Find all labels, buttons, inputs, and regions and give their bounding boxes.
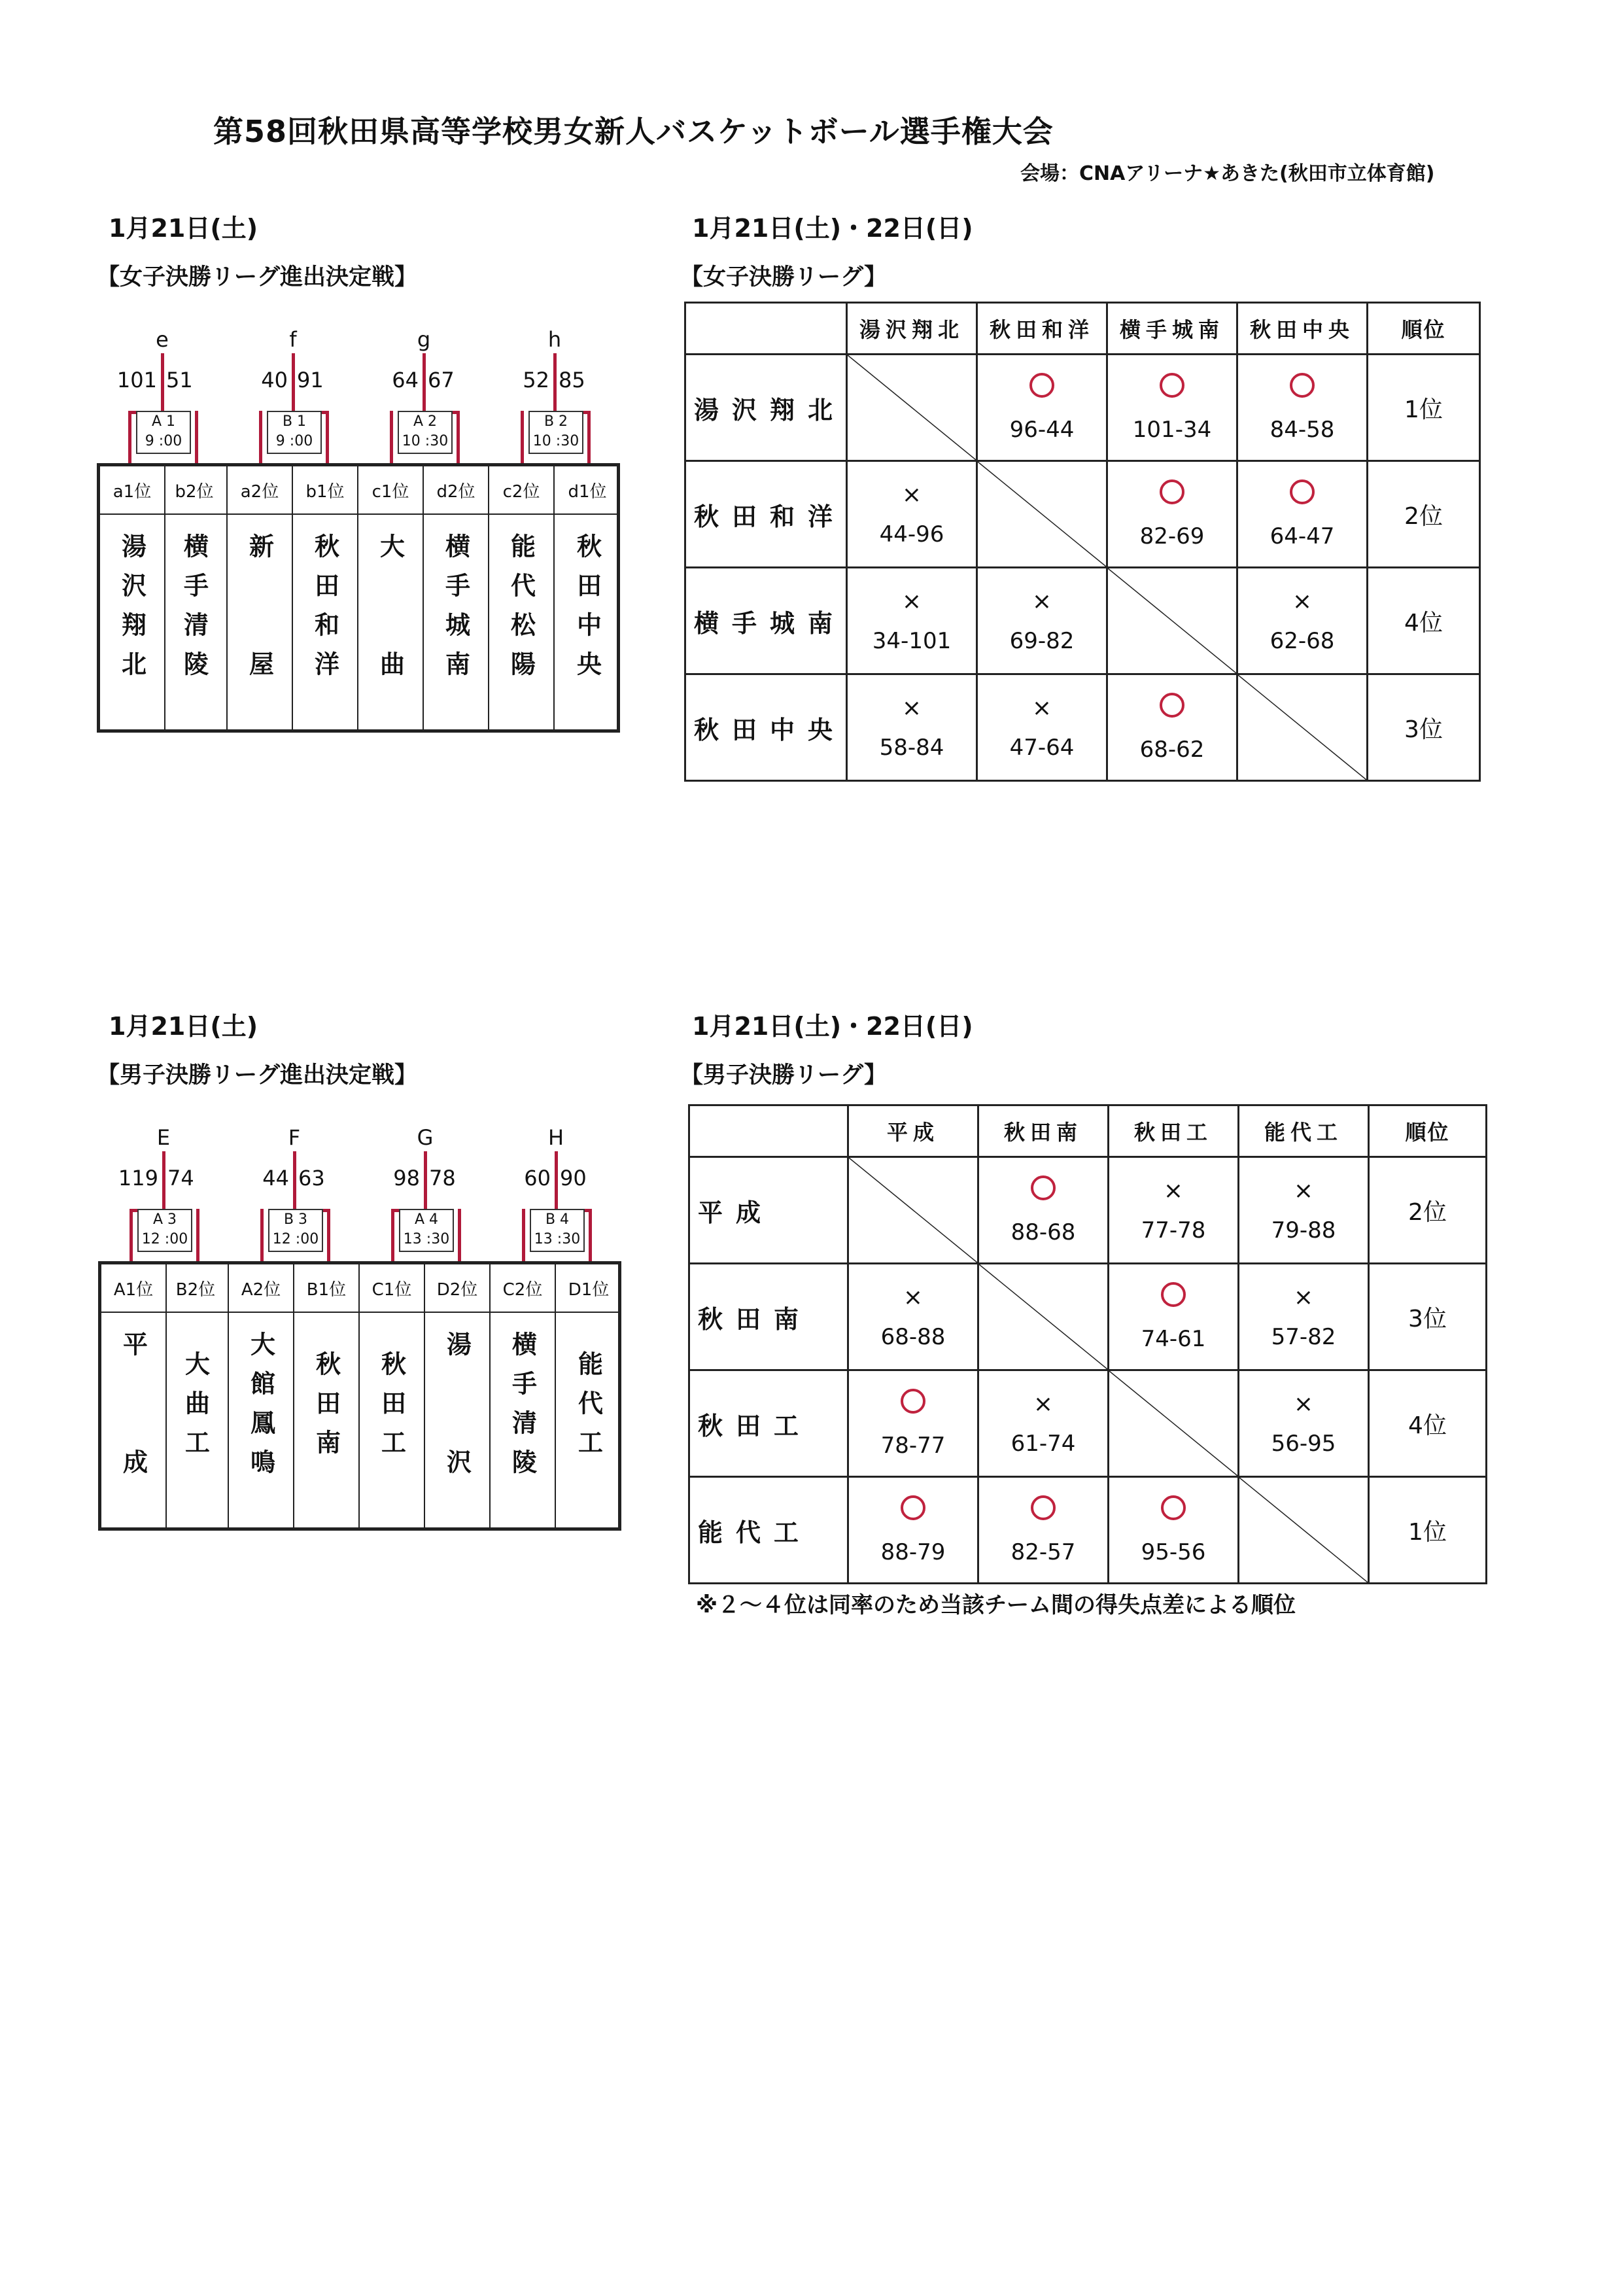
girls-court-label: A 2	[413, 413, 438, 430]
girls-league-date: 1月21日(土)・22日(日)	[692, 214, 973, 243]
boys-bracket-line	[293, 1151, 296, 1210]
girls-seed-label: c1位	[358, 466, 423, 515]
girls-game-label: g	[417, 327, 431, 352]
girls-seed-label: b2位	[162, 466, 226, 515]
boys-qual-date: 1月21日(土)	[109, 1012, 258, 1041]
boys-bracket-line	[162, 1151, 165, 1210]
girls-seed-label: d2位	[424, 466, 488, 515]
girls-rank-cell: 1位	[1368, 355, 1480, 461]
girls-result-score: 96-44	[1009, 416, 1075, 443]
circle-icon	[1290, 479, 1315, 504]
boys-score-right: 74	[167, 1166, 194, 1191]
girls-court-label: B 2	[544, 413, 568, 430]
loss-cross-icon: ×	[1293, 1177, 1314, 1204]
girls-court-box	[528, 411, 583, 454]
win-circle-icon	[979, 1175, 1107, 1208]
girls-rank-header: 順位	[1368, 303, 1480, 355]
boys-court-box	[399, 1209, 454, 1252]
boys-team-slot	[229, 1264, 294, 1527]
boys-league-result-cell	[1109, 1264, 1239, 1370]
boys-result-score: 68-88	[880, 1324, 946, 1350]
girls-game-time: 10 :30	[532, 433, 579, 449]
diagonal-line	[849, 1158, 977, 1262]
girls-qual-date: 1月21日(土)	[109, 214, 258, 243]
boys-result-score: 88-79	[880, 1539, 946, 1565]
boys-game-label: H	[547, 1125, 564, 1150]
girls-bracket-line	[195, 411, 198, 463]
win-circle-icon	[1238, 479, 1366, 512]
diagonal-line	[979, 1264, 1107, 1369]
girls-court-box	[136, 411, 191, 454]
girls-league-table	[684, 302, 1481, 782]
boys-game-label: G	[417, 1125, 434, 1150]
girls-score-left: 52	[523, 368, 549, 392]
girls-qualifier-bracket	[97, 327, 633, 733]
circle-icon	[901, 1495, 925, 1520]
boys-league-result-cell	[978, 1157, 1109, 1264]
circle-icon	[1290, 373, 1315, 398]
girls-bracket-line	[587, 411, 591, 463]
boys-league-row-header: 秋田工	[689, 1370, 848, 1477]
boys-bracket-line	[589, 1209, 592, 1261]
girls-result-score: 58-84	[879, 735, 944, 761]
girls-bracket-line	[326, 411, 329, 463]
diagonal-line	[848, 355, 976, 460]
boys-seed-label: A2位	[229, 1264, 293, 1313]
girls-league-col-header: 秋田和洋	[977, 303, 1107, 355]
boys-league-col-header: 秋田南	[978, 1105, 1109, 1157]
circle-icon	[1160, 373, 1184, 398]
diagonal-line	[1109, 1371, 1237, 1476]
girls-result-score: 69-82	[1009, 628, 1075, 654]
girls-league-result-cell	[1237, 355, 1368, 461]
boys-league-diagonal-cell	[1239, 1477, 1369, 1584]
girls-seed-label: a1位	[100, 466, 164, 515]
circle-icon	[1031, 1495, 1056, 1520]
circle-icon	[1161, 1495, 1186, 1520]
girls-court-label: A 1	[151, 413, 176, 430]
girls-team-slot	[228, 466, 293, 729]
girls-game-label: h	[547, 327, 562, 352]
girls-bracket-line	[161, 353, 164, 412]
girls-league-result-cell	[977, 355, 1107, 461]
win-circle-icon	[1108, 479, 1236, 512]
boys-seed-label: C2位	[491, 1264, 555, 1313]
win-circle-icon	[1109, 1282, 1237, 1314]
boys-league-result-cell	[1109, 1157, 1239, 1264]
boys-league-col-header: 能代工	[1239, 1105, 1369, 1157]
girls-league-diagonal-cell	[1107, 568, 1237, 674]
loss-cross-icon: ×	[1031, 695, 1052, 722]
girls-result-score: 68-62	[1139, 736, 1205, 763]
boys-league-col-header: 秋田工	[1109, 1105, 1239, 1157]
girls-team-name: 横手城南	[441, 533, 470, 690]
boys-result-score: 74-61	[1141, 1325, 1206, 1352]
boys-score-left: 119	[118, 1166, 158, 1191]
boys-team-name: 大曲工	[181, 1351, 210, 1469]
loss-cross-icon: ×	[1163, 1177, 1184, 1204]
girls-team-name: 湯沢翔北	[117, 533, 147, 690]
page-title: 第58回秋田県高等学校男女新人バスケットボール選手権大会	[213, 114, 1054, 149]
boys-bracket-line	[458, 1209, 461, 1261]
boys-court-label: B 3	[283, 1211, 308, 1228]
venue-label: 会場：CNAアリーナ★あきた(秋田市立体育館)	[1020, 162, 1435, 185]
boys-court-box	[137, 1209, 192, 1252]
girls-team-slot	[555, 466, 620, 729]
boys-league-corner	[689, 1105, 848, 1157]
boys-game-time: 12 :00	[141, 1231, 188, 1247]
boys-league-result-cell	[1239, 1157, 1369, 1264]
girls-league-row-header: 秋田中央	[685, 674, 847, 781]
boys-score-left: 44	[262, 1166, 289, 1191]
boys-bracket-line	[130, 1209, 133, 1261]
boys-league-title: 【男子決勝リーグ】	[680, 1062, 888, 1088]
girls-team-name: 横手清陵	[179, 533, 209, 690]
boys-team-name: 平 成	[118, 1331, 148, 1488]
win-circle-icon	[978, 373, 1106, 405]
boys-league-result-cell	[848, 1477, 978, 1584]
boys-court-label: B 4	[545, 1211, 570, 1228]
girls-seed-label: a2位	[228, 466, 292, 515]
girls-result-score: 47-64	[1009, 735, 1075, 761]
girls-slot-frame	[97, 463, 620, 733]
loss-cross-icon: ×	[1292, 588, 1313, 615]
girls-court-box	[267, 411, 322, 454]
girls-team-name: 秋田中央	[572, 533, 602, 690]
boys-game-time: 12 :00	[272, 1231, 319, 1247]
boys-rank-cell: 1位	[1369, 1477, 1487, 1584]
boys-court-label: A 3	[152, 1211, 177, 1228]
boys-qual-title: 【男子決勝リーグ進出決定戦】	[97, 1062, 418, 1088]
girls-team-slot	[424, 466, 489, 729]
boys-result-score: 61-74	[1011, 1431, 1076, 1457]
loss-cross-icon: ×	[1293, 1284, 1314, 1311]
boys-league-row-header: 能代工	[689, 1477, 848, 1584]
diagonal-line	[1108, 568, 1236, 673]
boys-team-name: 横手清陵	[508, 1331, 537, 1488]
win-circle-icon	[849, 1389, 977, 1421]
girls-bracket-line	[128, 411, 131, 463]
girls-score-left: 64	[392, 368, 419, 392]
boys-slot-frame	[98, 1261, 621, 1531]
boys-bracket-line	[424, 1151, 427, 1210]
girls-game-time: 10 :30	[402, 433, 449, 449]
boys-league-diagonal-cell	[978, 1264, 1109, 1370]
circle-icon	[1160, 693, 1184, 718]
win-circle-icon	[1238, 373, 1366, 405]
girls-score-right: 51	[166, 368, 193, 392]
boys-bracket-line	[555, 1151, 558, 1210]
boys-league-result-cell	[848, 1264, 978, 1370]
girls-league-result-cell	[1237, 461, 1368, 568]
circle-icon	[1161, 1282, 1186, 1307]
boys-seed-label: A1位	[101, 1264, 165, 1313]
girls-team-name: 能代松陽	[506, 533, 536, 690]
boys-team-name: 湯 沢	[442, 1331, 472, 1488]
girls-league-col-header: 横手城南	[1107, 303, 1237, 355]
circle-icon	[901, 1389, 925, 1414]
girls-league-row-header: 秋田和洋	[685, 461, 847, 568]
boys-league-result-cell	[1239, 1264, 1369, 1370]
circle-icon	[1029, 373, 1054, 398]
girls-team-slot	[293, 466, 358, 729]
girls-league-result-cell	[847, 568, 977, 674]
boys-score-right: 78	[429, 1166, 456, 1191]
girls-game-label: f	[289, 327, 297, 352]
boys-result-score: 95-56	[1141, 1539, 1206, 1565]
loss-cross-icon: ×	[901, 695, 922, 722]
boys-bracket-line	[327, 1209, 330, 1261]
girls-team-slot	[358, 466, 424, 729]
girls-qual-title: 【女子決勝リーグ進出決定戦】	[97, 264, 418, 290]
girls-team-slot	[162, 466, 228, 729]
loss-cross-icon: ×	[901, 588, 922, 615]
boys-result-score: 79-88	[1271, 1217, 1336, 1244]
boys-team-slot	[425, 1264, 491, 1527]
girls-game-time: 9 :00	[275, 433, 313, 449]
diagonal-line	[1238, 675, 1366, 780]
girls-result-score: 34-101	[872, 628, 952, 654]
circle-icon	[1160, 479, 1184, 504]
girls-game-time: 9 :00	[145, 433, 182, 449]
girls-bracket-line	[457, 411, 460, 463]
diagonal-line	[978, 462, 1106, 566]
girls-team-slot	[489, 466, 555, 729]
boys-game-label: E	[156, 1125, 171, 1150]
boys-league-result-cell	[1109, 1477, 1239, 1584]
boys-league-diagonal-cell	[848, 1157, 978, 1264]
boys-result-score: 88-68	[1011, 1219, 1076, 1245]
boys-score-left: 60	[524, 1166, 551, 1191]
circle-icon	[1031, 1175, 1056, 1200]
win-circle-icon	[1109, 1495, 1237, 1527]
boys-result-score: 57-82	[1271, 1324, 1336, 1350]
girls-rank-cell: 4位	[1368, 568, 1480, 674]
boys-rank-cell: 3位	[1369, 1264, 1487, 1370]
loss-cross-icon: ×	[901, 481, 922, 508]
girls-score-right: 91	[297, 368, 324, 392]
girls-rank-cell: 2位	[1368, 461, 1480, 568]
girls-league-col-header: 湯沢翔北	[847, 303, 977, 355]
boys-league-note: ※２～４位は同率のため当該チーム間の得失点差による順位	[696, 1592, 1296, 1618]
girls-bracket-line	[292, 353, 295, 412]
girls-bracket-line	[553, 353, 557, 412]
girls-league-col-header: 秋田中央	[1237, 303, 1368, 355]
boys-league-result-cell	[978, 1370, 1109, 1477]
boys-court-box	[268, 1209, 323, 1252]
girls-result-score: 84-58	[1270, 416, 1335, 443]
girls-score-right: 67	[428, 368, 455, 392]
girls-result-score: 82-69	[1139, 523, 1205, 549]
girls-team-name: 秋田和洋	[310, 533, 339, 690]
boys-bracket-line	[391, 1209, 394, 1261]
boys-score-right: 63	[298, 1166, 325, 1191]
girls-league-result-cell	[1107, 461, 1237, 568]
girls-score-left: 40	[261, 368, 288, 392]
girls-score-left: 101	[116, 368, 157, 392]
boys-result-score: 77-78	[1141, 1217, 1206, 1244]
girls-court-label: B 1	[282, 413, 307, 430]
boys-team-name: 大館鳳鳴	[246, 1331, 275, 1488]
girls-rank-cell: 3位	[1368, 674, 1480, 781]
boys-game-label: F	[288, 1125, 301, 1150]
boys-game-time: 13 :30	[534, 1231, 581, 1247]
loss-cross-icon: ×	[1293, 1391, 1314, 1418]
win-circle-icon	[979, 1495, 1107, 1527]
girls-result-score: 64-47	[1270, 523, 1335, 549]
girls-league-result-cell	[847, 674, 977, 781]
boys-league-result-cell	[1239, 1370, 1369, 1477]
girls-league-result-cell	[1107, 355, 1237, 461]
boys-team-slot	[360, 1264, 425, 1527]
girls-bracket-line	[390, 411, 393, 463]
girls-league-corner	[685, 303, 847, 355]
boys-league-col-header: 平成	[848, 1105, 978, 1157]
win-circle-icon	[1108, 693, 1236, 725]
boys-bracket-line	[196, 1209, 199, 1261]
girls-league-row-header: 湯沢翔北	[685, 355, 847, 461]
boys-qualifier-bracket	[98, 1125, 634, 1544]
boys-court-box	[530, 1209, 585, 1252]
girls-game-label: e	[156, 327, 169, 352]
boys-rank-cell: 2位	[1369, 1157, 1487, 1264]
girls-team-name: 大 曲	[375, 533, 405, 690]
boys-seed-label: C1位	[360, 1264, 424, 1313]
boys-league-date: 1月21日(土)・22日(日)	[692, 1012, 973, 1041]
girls-league-result-cell	[1237, 568, 1368, 674]
girls-result-score: 62-68	[1270, 628, 1335, 654]
girls-league-result-cell	[847, 461, 977, 568]
boys-seed-label: D1位	[556, 1264, 621, 1313]
girls-league-row-header: 横手城南	[685, 568, 847, 674]
girls-result-score: 101-34	[1132, 416, 1212, 443]
loss-cross-icon: ×	[1031, 588, 1052, 615]
girls-league-title: 【女子決勝リーグ】	[680, 264, 888, 290]
boys-league-row-header: 平成	[689, 1157, 848, 1264]
girls-seed-label: b1位	[293, 466, 357, 515]
boys-seed-label: B1位	[294, 1264, 358, 1313]
girls-bracket-line	[423, 353, 426, 412]
boys-seed-label: D2位	[425, 1264, 489, 1313]
boys-league-result-cell	[978, 1477, 1109, 1584]
boys-score-left: 98	[393, 1166, 420, 1191]
girls-seed-label: c2位	[489, 466, 553, 515]
girls-league-result-cell	[977, 568, 1107, 674]
boys-rank-header: 順位	[1369, 1105, 1487, 1157]
boys-league-result-cell	[848, 1370, 978, 1477]
boys-league-row-header: 秋田南	[689, 1264, 848, 1370]
boys-league-diagonal-cell	[1109, 1370, 1239, 1477]
boys-bracket-line	[522, 1209, 525, 1261]
girls-score-right: 85	[559, 368, 585, 392]
boys-team-slot	[294, 1264, 360, 1527]
boys-league-table	[688, 1104, 1487, 1584]
girls-court-box	[398, 411, 453, 454]
loss-cross-icon: ×	[1033, 1391, 1054, 1418]
boys-score-right: 90	[560, 1166, 587, 1191]
boys-result-score: 56-95	[1271, 1431, 1336, 1457]
boys-bracket-line	[260, 1209, 264, 1261]
girls-bracket-line	[521, 411, 524, 463]
girls-league-diagonal-cell	[847, 355, 977, 461]
win-circle-icon	[849, 1495, 977, 1527]
diagonal-line	[1239, 1478, 1368, 1582]
girls-team-name: 新 屋	[245, 533, 274, 690]
win-circle-icon	[1108, 373, 1236, 405]
girls-league-diagonal-cell	[977, 461, 1107, 568]
girls-league-result-cell	[977, 674, 1107, 781]
boys-team-name: 秋田南	[311, 1351, 341, 1469]
girls-seed-label: d1位	[555, 466, 620, 515]
boys-team-slot	[491, 1264, 556, 1527]
boys-team-name: 秋田工	[377, 1351, 406, 1469]
girls-team-slot	[100, 466, 165, 729]
boys-court-label: A 4	[414, 1211, 439, 1228]
boys-team-slot	[101, 1264, 167, 1527]
boys-team-name: 能代工	[574, 1351, 603, 1469]
loss-cross-icon: ×	[903, 1284, 924, 1311]
girls-league-diagonal-cell	[1237, 674, 1368, 781]
girls-result-score: 44-96	[879, 521, 944, 548]
girls-league-result-cell	[1107, 674, 1237, 781]
boys-team-slot	[164, 1264, 229, 1527]
boys-seed-label: B2位	[164, 1264, 228, 1313]
boys-result-score: 78-77	[880, 1432, 946, 1459]
boys-rank-cell: 4位	[1369, 1370, 1487, 1477]
boys-team-slot	[556, 1264, 621, 1527]
girls-bracket-line	[259, 411, 262, 463]
boys-game-time: 13 :30	[403, 1231, 450, 1247]
boys-result-score: 82-57	[1011, 1539, 1076, 1565]
